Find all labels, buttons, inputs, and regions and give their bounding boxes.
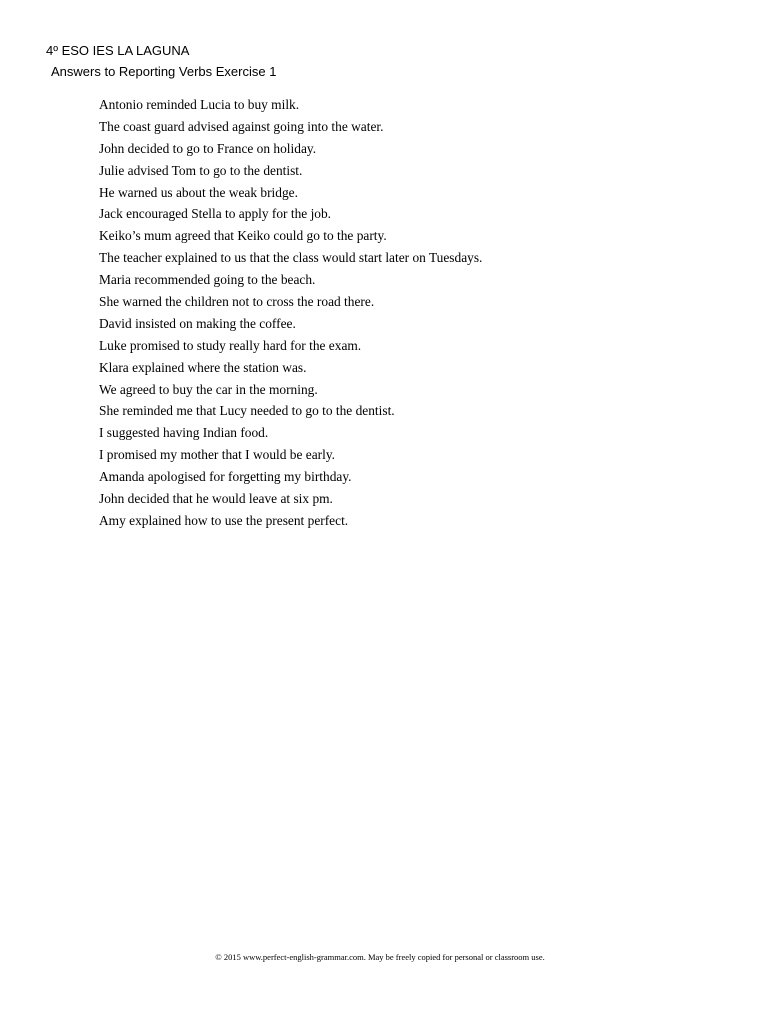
copyright-footer: © 2015 www.perfect-english-grammar.com. May be freely copied for personal or classroom use. — [215, 952, 545, 962]
answer-text: I promised my mother that I would be early. — [99, 447, 336, 463]
answer-text: Maria recommended going to the beach. — [99, 272, 316, 288]
answer-text: Keiko’s mum agreed that Keiko could go to the party. — [99, 228, 387, 244]
answer-text: She warned the children not to cross the road there. — [99, 294, 375, 310]
answer-text: He warned us about the weak bridge. — [99, 184, 298, 200]
answer-text: I suggested having Indian food. — [99, 425, 269, 441]
answer-text: Antonio reminded Lucia to buy milk. — [99, 97, 300, 112]
answer-text: Klara explained where the station was. — [99, 359, 307, 375]
answer-text: We agreed to buy the car in the morning. — [99, 381, 318, 397]
answer-text: Luke promised to study really hard for the exam. — [99, 337, 362, 353]
answer-text: She reminded me that Lucy needed to go to the dentist. — [99, 403, 395, 419]
document-subtitle: Answers to Reporting Verbs Exercise 1 — [51, 64, 277, 79]
school-title: 4º ESO IES LA LAGUNA — [46, 43, 190, 58]
answer-text: Amy explained how to use the present perfect. — [99, 512, 349, 528]
answer-text: Amanda apologised for forgetting my birthday. — [99, 469, 352, 485]
answer-text: The teacher explained to us that the class would start later on Tuesdays. — [99, 250, 483, 266]
answer-text: John decided that he would leave at six pm. — [99, 491, 333, 507]
answer-text: John decided to go to France on holiday. — [99, 140, 317, 156]
answer-text: David insisted on making the coffee. — [99, 315, 296, 331]
answer-text: Julie advised Tom to go to the dentist. — [99, 162, 303, 178]
answer-text: The coast guard advised against going into the water. — [99, 118, 384, 134]
answer-text: Jack encouraged Stella to apply for the job. — [99, 206, 332, 222]
